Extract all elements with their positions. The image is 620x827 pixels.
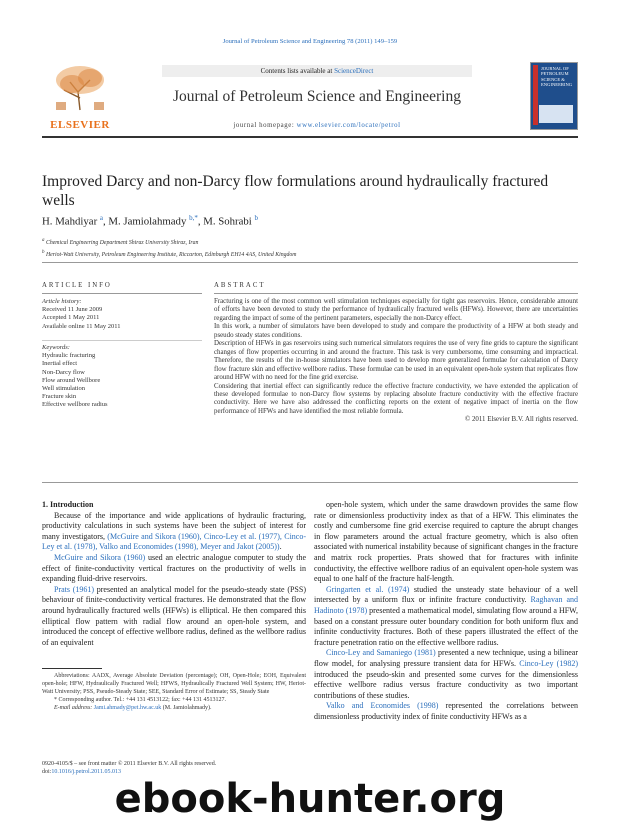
author-name[interactable]: H. Mahdiyar — [42, 215, 98, 228]
body-text: presented a mathematical model, simulating flow around a HFW, based on a constant pressure outer boundary condition for both uniform flux and infinite conductivity fractures. Both of these papers illustrated the effect of the fracture penetration ratio on the effective wellbore radius. — [314, 605, 578, 647]
citation-link[interactable]: (McGuire and Sikora (1960), Cinco-Ley et al. (1977), Cinco-Ley et al. (1978), Valko and Economides (1998), Meyer and Jakot (2005)) — [42, 531, 307, 552]
body-paragraph — [314, 648, 578, 701]
author-list: H. Mahdiyar $^a$, M. Jamiolahmady $^{b,*}$, M. Sohrabi $^b$ — [42, 214, 259, 228]
abbreviations-footnote: Abbreviations: AADX, Average Absolute Deviation (percentage); OH, Open-Hole; EOH, Equivalent open-hole; HFW, Hydraulically Fractured Well; HFWS, Hydraulically Fractured Well System; HW, Heriot-Watt University; PSS, Pseudo-Steady State; SEE, Standard Error of Estimate; SS, Steady State — [42, 673, 306, 695]
citation-link[interactable]: Cinco-Ley and Samaniego (1981) — [326, 648, 436, 658]
author-name[interactable]: M. Sohrabi — [203, 215, 252, 228]
history-item: Accepted 1 May 2011 — [42, 314, 100, 322]
abstract-paragraph: Considering that inertial effect can significantly reduce the effective fracture conductivity, we have extended the application of these developed formulae to non-Darcy flow systems by replacing absolute fracture conductivity with the effective fracture conductivity. Here we have also addressed the conflicting reports on the extent of negative impact of inertia on the flow performance of HFWs and have identified the most reliable formula. — [214, 382, 578, 415]
article-history — [42, 298, 202, 331]
history-item: Available online 11 May 2011 — [42, 322, 121, 330]
citation-link[interactable]: Raghavan and Hadinoto (1978) — [314, 595, 579, 615]
body-paragraph — [314, 585, 578, 649]
homepage-link[interactable]: www.elsevier.com/locate/petrol — [296, 122, 401, 129]
footnote-rule — [42, 668, 102, 669]
cover-graphic — [539, 105, 573, 123]
cover-bar — [533, 65, 538, 125]
article-title: Improved Darcy and non-Darcy flow formulations around hydraulically fractured wells — [42, 173, 549, 209]
abstract-copyright: © 2011 Elsevier B.V. All rights reserved. — [465, 416, 578, 424]
keyword: Hydraulic fracturing — [42, 352, 96, 360]
keyword: Effective wellbore radius — [42, 401, 108, 409]
abstract-paragraph: Fracturing is one of the most common well stimulation techniques especially for tight gas reservoirs. Hence, considerable amount of efforts have been devoted to study the performance of hydraulically fractured wells (HFWs). However, there are uncertainties regarding the impact of some of the pertinent parameters, especially the non-Darcy effect. — [214, 298, 578, 322]
corresponding-author-footnote: * Corresponding author. Tel.: +44 131 4513122; fax: +44 131 4513127. — [54, 697, 227, 703]
issn-line: 0920-4105/$ – see front matter © 2011 Elsevier B.V. All rights reserved. — [42, 761, 217, 767]
body-left-column — [42, 500, 306, 648]
body-right-column — [314, 500, 578, 722]
section-rule — [42, 262, 578, 263]
elsevier-tree-icon — [50, 64, 110, 112]
keywords-label: Keywords: — [42, 344, 70, 351]
abstract-paragraph: In this work, a number of simulators have been developed to study and compare the productivity of a HFW at both steady and pseudo steady states conditions. — [214, 323, 578, 339]
citation-link[interactable]: Cinco-Ley (1982) — [519, 658, 578, 668]
keyword: Non-Darcy flow — [42, 368, 85, 376]
body-text: Because of the importance and wide applications of hydraulic fracturing, productivity calculations in such systems have been the subject of interest for many investigators, — [42, 510, 306, 541]
front-matter-footer — [42, 760, 216, 776]
history-label: Article history: — [42, 298, 82, 305]
citation-link[interactable]: Gringarten et al. (1974) — [326, 584, 410, 594]
keyword: Fracture skin — [42, 393, 77, 401]
affiliation: $^a$ Chemical Engineering Department Shiraz University Shiraz, Iran — [42, 238, 199, 246]
citation-link[interactable]: Prats (1961) — [54, 584, 95, 594]
keyword: Flow around Wellbore — [42, 376, 101, 384]
abstract-paragraph: Description of HFWs in gas reservoirs using such numerical simulators requires the use of very fine grids to capture the significant changes of flow properties occurring in and around the fracture. This task is very cumbersome, time consuming and impractical. Therefore, the results of the in-house simulators have been used to develop more generalized formulae for calculation of Darcy flow fracture skin and effective wellbore radius. These formulae can be used in an equivalent open-hole system that replicates flow around HFW with no need for the fine grid exercise. — [214, 340, 578, 382]
keyword: Inertial effect — [42, 360, 78, 368]
doi-link[interactable]: 10.1016/j.petrol.2011.05.013 — [51, 769, 121, 775]
citation-link[interactable]: Valko and Economides (1998) — [326, 701, 439, 711]
article-info-heading: ARTICLE INFO — [42, 282, 112, 289]
body-text: represented the correlations between dimensionless productivity index of finite conductivity HFWs as a — [314, 701, 578, 721]
body-text: used an electric analogue computer to study the effect of finite-conductivity vertical fractures on the productivity of wells in expanding fluid-drive reservoirs. — [42, 552, 306, 584]
footnotes — [42, 672, 306, 712]
keywords — [42, 344, 202, 410]
abstract-heading: ABSTRACT — [214, 282, 266, 289]
citation-link[interactable]: McGuire and Sikora (1960) — [54, 552, 146, 562]
body-paragraph — [42, 585, 306, 649]
body-text: open-hole system, which under the same drawdown provides the same flow rate or dimensionless productivity index as that of a HFW. This eliminates the costly and cumbersome fine grid exercise required to capture the abrupt changes in flow parameters around the actual fracture geometry, which is also often associated with numerical instability because of significant changes in the fracture and matrix rock properties. Prats showed that for fractures with infinite conductivity, the effective wellbore radius of an equivalent open-hole system was equal to one half of the fracture half-length. — [314, 500, 578, 584]
body-text: introduced the pseudo-skin and presented some curves for the dimensionless effective wellbore radius versus fracture conductivity as two important contributions of these studies. — [314, 669, 578, 700]
body-text: studied the unsteady state behaviour of a well intersected by a uniform flux or infinite fracture conductivity. — [314, 584, 578, 605]
journal-title: Journal of Petroleum Science and Engineering — [173, 88, 461, 105]
email-link[interactable]: Jami.ahmady@pet.hw.ac.uk — [93, 705, 162, 711]
affiliation: $^b$ Heriot-Watt University, Petroleum Engineering Institute, Riccarton, Edinburgh EH14 4AS, United Kingdom — [42, 249, 297, 258]
elsevier-logo[interactable] — [42, 64, 118, 130]
body-text: presented an analytical model for the pseudo-steady state (PSS) behaviour of finite-conductivity vertical fractures. He demonstrated that the flow around hydraulically fractured wells (HFWs) is elliptical. He then compared this elliptical flow pattern with radial flow around an open-hole system, and introduced the concept of effective wellbore radius, defined as the wellbore radius of an equivalent — [42, 584, 306, 647]
abstract-rule — [214, 293, 578, 294]
journal-cover-thumbnail[interactable] — [530, 62, 578, 130]
history-item: Received 11 June 2009 — [42, 306, 103, 314]
elsevier-wordmark: ELSEVIER — [50, 119, 110, 131]
cover-title: JOURNAL OF PETROLEUM SCIENCE & ENGINEERING — [541, 66, 573, 88]
abstract-body — [214, 298, 578, 425]
body-text: presented a new technique, using a bilinear flow model, for analysing pressure transient data for HFWs. — [314, 648, 579, 668]
doi-line: doi:10.1016/j.petrol.2011.05.013 — [42, 769, 121, 775]
affiliations — [42, 236, 296, 260]
journal-banner — [42, 62, 578, 130]
abstract-end-rule — [42, 482, 578, 483]
watermark: ebook-hunter.org — [114, 776, 506, 822]
body-paragraph — [314, 701, 578, 722]
sciencedirect-link[interactable]: ScienceDirect — [334, 67, 374, 75]
header-rule — [42, 136, 578, 138]
body-text: . — [279, 542, 282, 552]
author-name[interactable]: M. Jamiolahmady — [108, 215, 187, 228]
running-header[interactable]: Journal of Petroleum Science and Engineering 78 (2011) 149–159 — [222, 38, 398, 45]
author-affil-marker[interactable]: a — [99, 214, 103, 222]
article-info-divider — [42, 340, 202, 341]
email-footnote: E-mail address: Jami.ahmady@pet.hw.ac.uk (M. Jamiolahmady). — [54, 705, 212, 711]
author-affil-marker[interactable]: b — [254, 214, 259, 222]
contents-line: Contents lists available at ScienceDirect — [162, 65, 472, 77]
body-paragraph — [42, 553, 306, 585]
body-paragraph — [42, 511, 306, 553]
article-info-rule — [42, 293, 202, 294]
body-paragraph — [314, 500, 578, 585]
section-heading: 1. Introduction — [42, 500, 94, 509]
keyword: Well stimulation — [42, 385, 85, 393]
journal-homepage: journal homepage: www.elsevier.com/locate/petrol — [233, 122, 401, 129]
author-affil-marker[interactable]: b,* — [189, 214, 198, 222]
